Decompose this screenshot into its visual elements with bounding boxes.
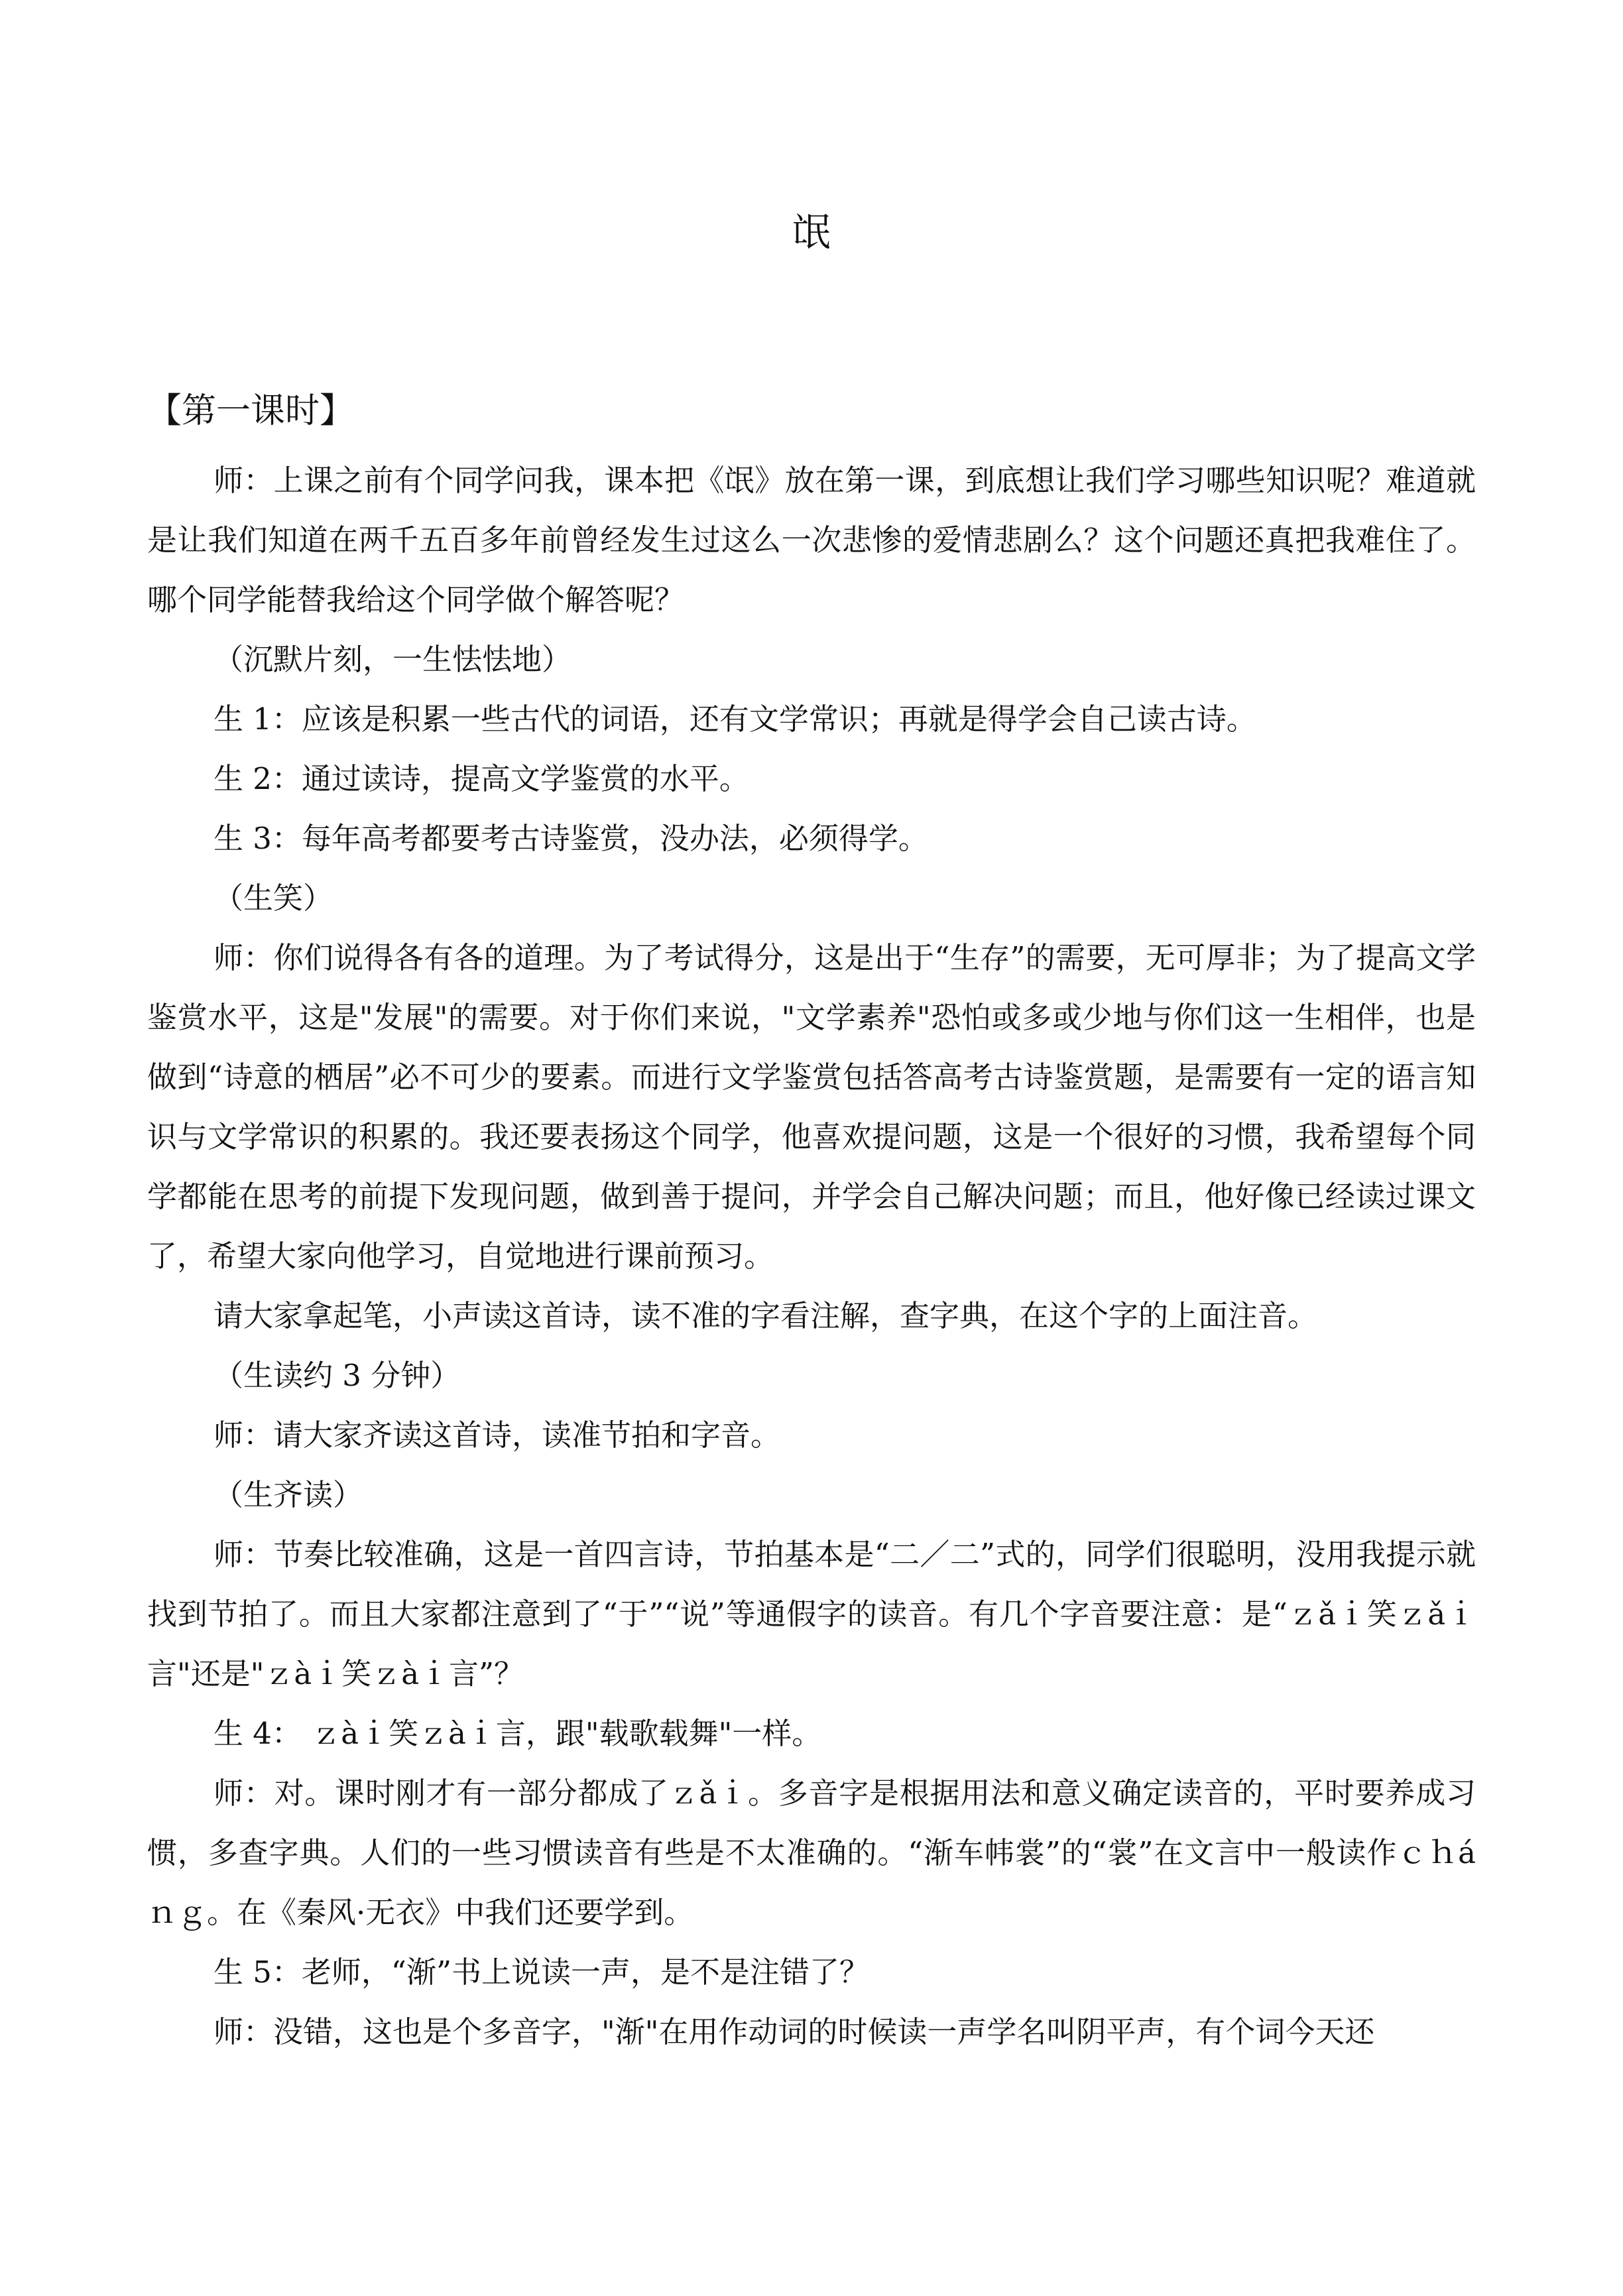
paragraph: 师：没错，这也是个多音字，"渐"在用作动词的时候读一声学名叫阴平声，有个词今天还 bbox=[213, 2014, 1375, 2049]
paragraph: 请大家拿起笔，小声读这首诗，读不准的字看注解，查字典，在这个字的上面注音。 bbox=[213, 1298, 1318, 1333]
paragraph: 生 3：每年高考都要考古诗鉴赏，没办法，必须得学。 bbox=[213, 821, 928, 856]
lesson-body bbox=[147, 451, 1476, 2062]
paragraph: 师：请大家齐读这首诗，读准节拍和字音。 bbox=[213, 1418, 781, 1453]
paragraph: 师：上课之前有个同学问我，课本把《氓》放在第一课，到底想让我们学习哪些知识呢？难道就是让我们知道在两千五百多年前曾经发生过这么一次悲惨的爱情悲剧么？这个问题还真把我难住了。哪个同学能替我给这个同学做个解答呢？ bbox=[147, 463, 1476, 617]
paragraph: （生读约 3 分钟） bbox=[213, 1358, 461, 1393]
paragraph: （生笑） bbox=[213, 880, 333, 916]
paragraph: 师：对。课时刚才有一部分都成了ｚǎｉ。多音字是根据用法和意义确定读音的，平时要养成习惯，多查字典。人们的一些习惯读音有些是不太准确的。“渐车帏裳”的“裳”在文言中一般读作ｃｈáｎｇ。在《秦风·无衣》中我们还要学到。 bbox=[147, 1776, 1476, 1930]
paragraph: （生齐读） bbox=[213, 1477, 363, 1512]
paragraph: 师：节奏比较准确，这是一首四言诗，节拍基本是“二／二”式的，同学们很聪明，没用我提示就找到节拍了。而且大家都注意到了“于”“说”等通假字的读音。有几个字音要注意：是“ｚǎｉ笑ｚǎｉ言"还是"ｚàｉ笑ｚàｉ言”？ bbox=[147, 1537, 1476, 1691]
paragraph: 生 5：老师，“渐”书上说读一声，是不是注错了？ bbox=[213, 1955, 869, 1990]
paragraph: （沉默片刻，一生怯怯地） bbox=[213, 642, 572, 677]
paragraph: 生 4： ｚàｉ笑ｚàｉ言，跟"载歌载舞"一样。 bbox=[213, 1716, 822, 1751]
page-title: 氓 bbox=[792, 210, 831, 255]
paragraph: 生 2：通过读诗，提高文学鉴赏的水平。 bbox=[213, 761, 749, 796]
paragraph: 生 1：应该是积累一些古代的词语，还有文学常识；再就是得学会自己读古诗。 bbox=[213, 701, 1256, 737]
section-heading: 【第一课时】 bbox=[147, 391, 355, 431]
paragraph: 师：你们说得各有各的道理。为了考试得分，这是出于“生存”的需要，无可厚非；为了提高文学鉴赏水平，这是"发展"的需要。对于你们来说，"文学素养"恐怕或多或少地与你们这一生相伴，也是做到“诗意的栖居”必不可少的要素。而进行文学鉴赏包括答高考古诗鉴赏题，是需要有一定的语言知识与文学常识的积累的。我还要表扬这个同学，他喜欢提问题，这是一个很好的习惯，我希望每个同学都能在思考的前提下发现问题，做到善于提问，并学会自己解决问题；而且，他好像已经读过课文了，希望大家向他学习，自觉地进行课前预习。 bbox=[147, 940, 1476, 1274]
